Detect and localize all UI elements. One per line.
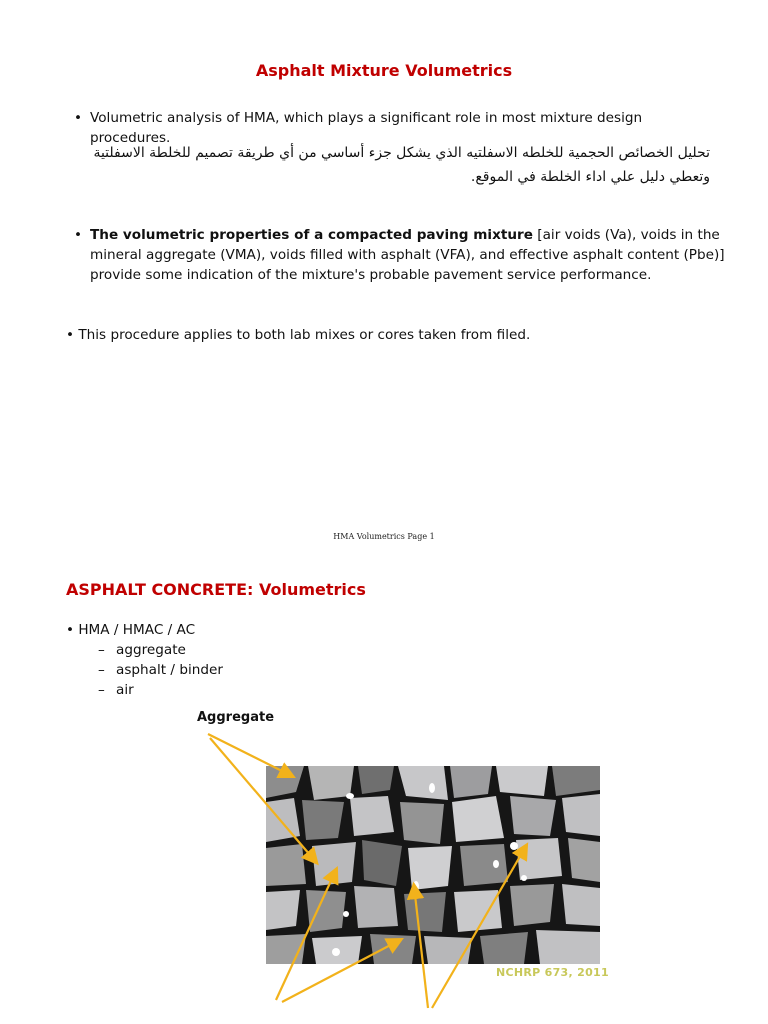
page-footer: HMA Volumetrics Page 1 <box>333 532 435 541</box>
dash-marker: – <box>98 642 105 658</box>
bullet-bold-lead: The volumetric properties of a compacted paving mixture <box>90 227 533 243</box>
list-item-label: aggregate <box>116 642 186 658</box>
dash-marker: – <box>98 662 105 678</box>
component-list <box>66 620 223 700</box>
bullet-dot: • <box>74 227 83 243</box>
procedure-note: • This procedure applies to both lab mixes or cores taken from filed. <box>66 327 531 343</box>
aggregate-label: Aggregate <box>197 710 275 725</box>
bullet-text <box>90 225 726 285</box>
bullet-dot: • <box>74 110 83 126</box>
bullet-body: [air voids (Va), voids in the mineral aggregate (VMA), voids filled with asphalt (VFA), and effective asphalt content (Pbe)] provide some indication of the mixture's probable pavement service performance. <box>90 227 725 283</box>
list-item-label: air <box>116 682 134 698</box>
list-item-label: asphalt / binder <box>116 662 223 678</box>
page-title: Asphalt Mixture Volumetrics <box>255 61 513 80</box>
dash-marker: – <box>98 682 105 698</box>
section-heading: ASPHALT CONCRETE: Volumetrics <box>66 580 366 599</box>
figure-caption: NCHRP 673, 2011 <box>496 966 609 979</box>
list-item <box>66 660 223 680</box>
list-item <box>66 680 223 700</box>
list-item-main: • HMA / HMAC / AC <box>66 622 196 638</box>
arabic-paragraph: تحليل الخصائص الحجمية للخلطه الاسفلتيه الذي يشكل جزء أساسي من أي طريقة تصميم للخلطة الاسفلتية وتعطي دليل علي اداء الخلطة في الموقع. <box>93 145 710 185</box>
bullet-text: Volumetric analysis of HMA, which plays a significant role in most mixture design procedures. <box>90 110 643 146</box>
list-item <box>66 640 223 660</box>
asphalt-mixture-figure <box>266 766 600 964</box>
